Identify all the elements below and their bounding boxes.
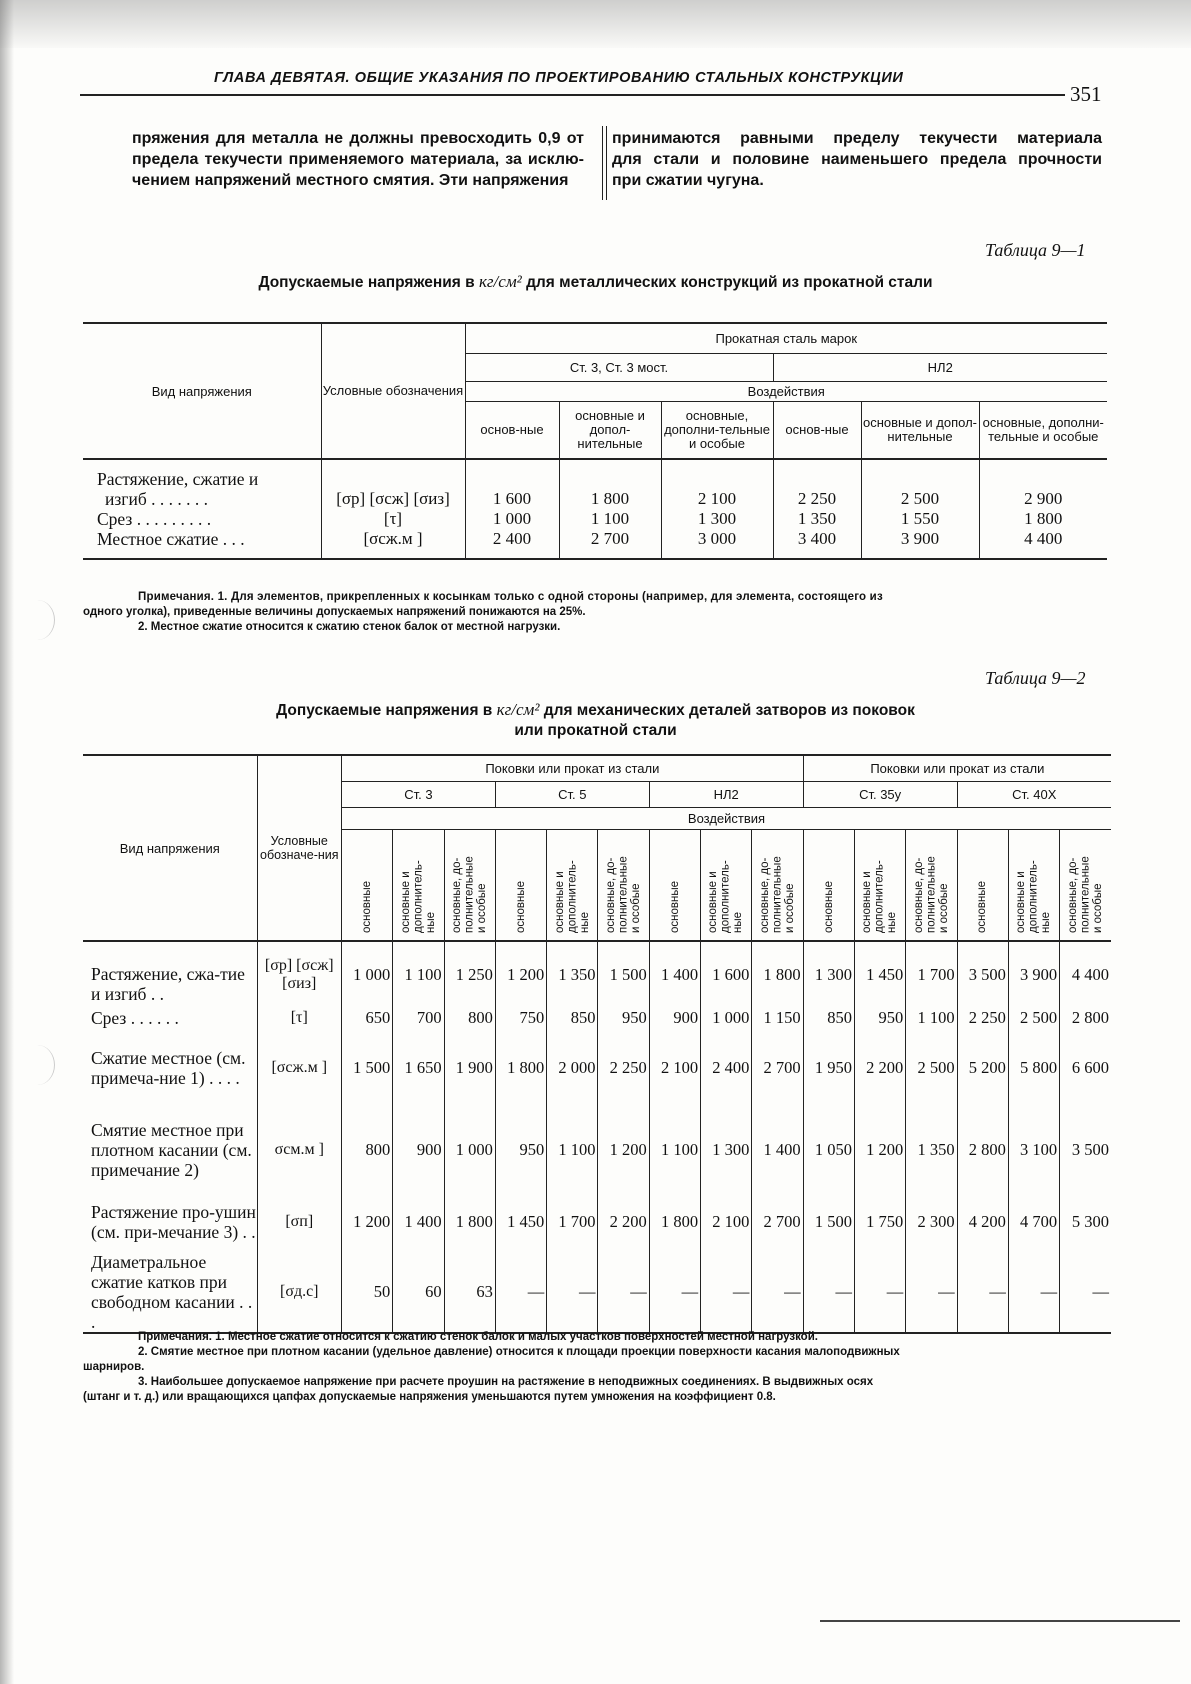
header-impact: Воздействия [465, 381, 1107, 401]
binder-hole [20, 1045, 55, 1085]
value-column [661, 459, 773, 559]
header-grades: Прокатная сталь марок [465, 323, 1107, 353]
header-sub: основные и допол-нительные [861, 401, 979, 459]
value-cell: 750 [495, 1007, 546, 1029]
value-cell: 900 [649, 1007, 700, 1029]
table-label: Таблица 9—1 [985, 240, 1086, 260]
value-column [979, 459, 1107, 559]
value: 3 900 [900, 529, 940, 548]
note-line: Примечания. 1. Для элементов, прикрепленных к косынкам только с одной стороны (например, для элемента, состоящего из [138, 591, 883, 603]
value-cell: 950 [495, 1107, 546, 1193]
header-sub: основные и дополнитель- ные [707, 860, 745, 934]
value: 2 250 [797, 489, 837, 508]
value-cell: 3 100 [1008, 1107, 1059, 1193]
row-name: Сжатие местное (см. примеча-ние 1) . . . . [91, 1048, 246, 1088]
value-cell: 1 300 [701, 1107, 752, 1193]
value-cell: 1 250 [444, 941, 495, 1007]
header-kind: Вид напряжения [83, 755, 257, 941]
header-sub: основные [976, 881, 989, 934]
value-cell: 1 450 [854, 941, 905, 1007]
symbol: [σр] [σсж] [σиз] [336, 489, 450, 508]
header-sub: основ-ные [465, 401, 559, 459]
value-cell: 2 200 [598, 1193, 649, 1251]
value-cell: 850 [803, 1007, 854, 1029]
value-cell: — [1060, 1251, 1111, 1333]
table-row [83, 1007, 1111, 1029]
value-cell: 1 700 [547, 1193, 598, 1251]
row-name: Смятие местное при плотном касании (см. примечание 2) [91, 1120, 252, 1180]
row-name: Растяжение про-ушин (см. при-мечание 3) . . [91, 1202, 256, 1242]
row-symbol: [τ] [257, 1007, 341, 1029]
title-text: Допускаемые напряжения в [258, 274, 479, 291]
header-sub: основные [514, 881, 527, 934]
note-line: одного уголка), приведенные величины допускаемых напряжений понижаются на 25%. [83, 606, 586, 618]
row-name: изгиб . . . . . . . [105, 489, 208, 509]
value-cell: 1 350 [906, 1107, 957, 1193]
value-cell: 1 900 [444, 1029, 495, 1107]
value-cell: 2 700 [752, 1029, 803, 1107]
header-grade: Ст. 3 [342, 781, 496, 807]
row-symbol: σсм.м ] [257, 1107, 341, 1193]
value-cell: 1 800 [444, 1193, 495, 1251]
row-symbol: [σсж.м ] [257, 1029, 341, 1107]
value-cell: 1 100 [906, 1007, 957, 1029]
value: 2 100 [697, 489, 737, 508]
table-row [83, 1251, 1111, 1333]
header-rule [80, 94, 1065, 96]
value-cell: 900 [393, 1107, 444, 1193]
table-title [0, 272, 1191, 292]
header-symbols: Условные обозначе-ния [257, 755, 341, 941]
value-cell: 63 [444, 1251, 495, 1333]
note-line: шарниров. [83, 1361, 145, 1373]
value-cell: 2 200 [854, 1029, 905, 1107]
value-cell: 2 100 [701, 1193, 752, 1251]
value-cell: 2 100 [649, 1029, 700, 1107]
text-line: при сжатии чугуна. [612, 172, 764, 189]
stress-table-2 [83, 754, 1111, 1334]
symbol: [τ] [383, 509, 403, 528]
table1-notes [83, 590, 1111, 635]
symbol: [σсж.м ] [363, 529, 423, 548]
title-unit: кг/см² [496, 700, 540, 719]
table-row [83, 941, 1111, 1007]
header-sub: основные и дополнитель- ные [399, 860, 437, 934]
value-cell: 1 400 [393, 1193, 444, 1251]
value-cell: 800 [444, 1007, 495, 1029]
column-divider [602, 126, 607, 200]
header-group: Ст. 3, Ст. 3 мост. [465, 353, 773, 381]
title-unit: кг/см² [478, 272, 522, 291]
value-cell: 1 400 [649, 941, 700, 1007]
page-number: 351 [1070, 82, 1102, 106]
text-line: принимаются равными пределу текучести материала [612, 130, 1102, 147]
header-kind: Вид напряжения [83, 323, 321, 459]
value: 2 700 [590, 529, 630, 548]
header-super: Поковки или прокат из стали [342, 755, 804, 781]
value: 1 550 [900, 509, 940, 528]
value-cell: 1 800 [649, 1193, 700, 1251]
value-cell: 850 [547, 1007, 598, 1029]
stress-table-1 [83, 322, 1107, 560]
row-name: Срез . . . . . . [91, 1008, 179, 1028]
row-name: Растяжение, сжа-тие и изгиб . . [91, 963, 245, 1004]
value: 1 600 [492, 489, 532, 508]
binder-hole [20, 600, 55, 640]
header-sub: основ-ные [773, 401, 861, 459]
value: 1 100 [590, 509, 630, 528]
value-cell: — [495, 1251, 546, 1333]
note-line: (штанг и т. д.) или вращающихся цапфах допускаемые напряжения уменьшаются путем умножения на коэффициент 0.8. [83, 1391, 776, 1403]
value-cell: 4 700 [1008, 1193, 1059, 1251]
value-column [465, 459, 559, 559]
table-title-line2: или прокатной стали [514, 722, 677, 739]
row-name: Растяжение, сжатие и [97, 469, 259, 489]
value-cell: — [701, 1251, 752, 1333]
value-cell: 6 600 [1060, 1029, 1111, 1107]
value-cell: 1 400 [752, 1107, 803, 1193]
header-sub: основные, до- полнительные и особые [450, 856, 488, 934]
value-cell: 1 000 [701, 1007, 752, 1029]
value-cell: 1 950 [803, 1029, 854, 1107]
header-sub: основные и допол-нительные [559, 401, 661, 459]
value-cell: 5 200 [957, 1029, 1008, 1107]
value-cell: — [598, 1251, 649, 1333]
header-sub: основные [668, 881, 681, 934]
value-cell: — [752, 1251, 803, 1333]
value-cell: 1 000 [444, 1107, 495, 1193]
value-cell: 1 350 [547, 941, 598, 1007]
header-grade: НЛ2 [649, 781, 803, 807]
value-cell: 60 [393, 1251, 444, 1333]
value-cell: 1 450 [495, 1193, 546, 1251]
value-cell: 2 800 [957, 1107, 1008, 1193]
value-cell: 1 650 [393, 1029, 444, 1107]
value-column [773, 459, 861, 559]
value-cell: 4 200 [957, 1193, 1008, 1251]
value-cell: 1 600 [701, 941, 752, 1007]
symbol-cell [321, 459, 465, 559]
header-super: Поковки или прокат из стали [803, 755, 1111, 781]
value-cell: 1 200 [854, 1107, 905, 1193]
value-column [559, 459, 661, 559]
header-symbols: Условные обозначения [321, 323, 465, 459]
header-sub: основные и дополнитель- ные [1015, 860, 1053, 934]
value-column [861, 459, 979, 559]
table-row [83, 1029, 1111, 1107]
header-grade: Ст. 5 [495, 781, 649, 807]
value-cell: 1 800 [495, 1029, 546, 1107]
header-sub: основные и дополнитель- ные [861, 860, 899, 934]
value-cell: 2 500 [906, 1029, 957, 1107]
header-group: НЛ2 [773, 353, 1107, 381]
value-cell: — [803, 1251, 854, 1333]
value-cell: 800 [342, 1107, 393, 1193]
table2-notes [83, 1330, 1111, 1405]
intro-right-column [612, 128, 1102, 191]
row-symbol: [σд.с] [257, 1251, 341, 1333]
value-cell: — [906, 1251, 957, 1333]
note-line: Примечания. 1. Местное сжатие относится к сжатию стенок балок и малых участков поверхностей местной нагрузкой. [138, 1331, 818, 1343]
value-cell: — [957, 1251, 1008, 1333]
intro-left-column [132, 128, 584, 191]
value-cell: 1 200 [342, 1193, 393, 1251]
value-cell: 1 050 [803, 1107, 854, 1193]
value-cell: 1 800 [752, 941, 803, 1007]
value-cell: 1 100 [547, 1107, 598, 1193]
value-cell: 5 300 [1060, 1193, 1111, 1251]
header-sub: основные, до- полнительные и особые [912, 856, 950, 934]
value-cell: 3 500 [1060, 1107, 1111, 1193]
value-cell: 700 [393, 1007, 444, 1029]
value: 1 800 [1024, 509, 1063, 528]
value-cell: 1 100 [649, 1107, 700, 1193]
value-cell: 1 500 [803, 1193, 854, 1251]
value-cell: 1 000 [342, 941, 393, 1007]
value: 1 350 [797, 509, 837, 528]
title-text: для механических деталей затворов из поковок [539, 702, 915, 719]
row-names [83, 459, 321, 559]
note-line: 2. Местное сжатие относится к сжатию стенок балок от местной нагрузки. [138, 621, 561, 633]
value-cell: 2 500 [1008, 1007, 1059, 1029]
value-cell: — [854, 1251, 905, 1333]
value: 1 300 [697, 509, 737, 528]
value-cell: 3 900 [1008, 941, 1059, 1007]
table2-body [83, 941, 1111, 1333]
value-cell: 2 800 [1060, 1007, 1111, 1029]
header-sub: основные, дополни-тельные и особые [979, 401, 1107, 459]
row-symbol: [σп] [257, 1193, 341, 1251]
value-cell: 1 300 [803, 941, 854, 1007]
value-cell: 2 400 [701, 1029, 752, 1107]
value-cell: 2 250 [598, 1029, 649, 1107]
header-sub: основные, дополни-тельные и особые [661, 401, 773, 459]
value-cell: 950 [598, 1007, 649, 1029]
value: 2 900 [1024, 489, 1063, 508]
row-symbol: [σр] [σсж] [σиз] [257, 941, 341, 1007]
header-sub: основные, до- полнительные и особые [758, 856, 796, 934]
header-grade: Ст. 35у [803, 781, 957, 807]
value-cell: 3 500 [957, 941, 1008, 1007]
title-text: Допускаемые напряжения в [276, 702, 497, 719]
value-cell: 1 100 [393, 941, 444, 1007]
value-cell: 1 200 [495, 941, 546, 1007]
header-sub: основные, до- полнительные и особые [1066, 856, 1104, 934]
header-sub: основные и дополнитель- ные [553, 860, 591, 934]
header-sub: основные [822, 881, 835, 934]
header-sub: основные [360, 881, 373, 934]
table-row [83, 1107, 1111, 1193]
value-cell: — [1008, 1251, 1059, 1333]
value-cell: 1 200 [598, 1107, 649, 1193]
text-line: для стали и половине наименьшего предела прочности [612, 151, 1102, 168]
table-row [83, 1193, 1111, 1251]
value: 4 400 [1024, 529, 1063, 548]
value: 2 500 [900, 489, 940, 508]
value-cell: 4 400 [1060, 941, 1111, 1007]
scan-shadow [0, 0, 1191, 48]
value-cell: 5 800 [1008, 1029, 1059, 1107]
note-line: 2. Смятие местное при плотном касании (удельное давление) относится к площади проекции поверхности касания малоподвижных [138, 1346, 900, 1358]
value: 1 800 [590, 489, 630, 508]
value-cell: 1 500 [598, 941, 649, 1007]
scan-edge-line [820, 1620, 1180, 1622]
value-cell: — [649, 1251, 700, 1333]
note-line: 3. Наибольшее допускаемое напряжение при расчете проушин на растяжение в неподвижных соединениях. В выдвижных осях [138, 1376, 874, 1388]
value-cell: 2 000 [547, 1029, 598, 1107]
value: 2 400 [492, 529, 532, 548]
value-cell: 650 [342, 1007, 393, 1029]
table-label: Таблица 9—2 [985, 668, 1086, 688]
value-cell: 2 250 [957, 1007, 1008, 1029]
header-sub: основные, до- полнительные и особые [604, 856, 642, 934]
value: 1 000 [492, 509, 532, 528]
value-cell: 950 [854, 1007, 905, 1029]
text-line: чением напряжений местного смятия. Эти напряжения [132, 172, 569, 189]
header-impact: Воздействия [342, 807, 1112, 829]
value: 3 400 [797, 529, 837, 548]
value-cell: 1 500 [342, 1029, 393, 1107]
title-text: для металлических конструкций из прокатной стали [521, 274, 933, 291]
value-cell: 50 [342, 1251, 393, 1333]
header-grade: Ст. 40Х [957, 781, 1111, 807]
value-cell: 2 300 [906, 1193, 957, 1251]
text-line: предела текучести применяемого материала, за исклю- [132, 151, 584, 168]
value: 3 000 [697, 529, 737, 548]
value-cell: — [547, 1251, 598, 1333]
table-title [0, 700, 1191, 720]
value-cell: 1 700 [906, 941, 957, 1007]
value-cell: 1 150 [752, 1007, 803, 1029]
running-title: ГЛАВА ДЕВЯТАЯ. ОБЩИЕ УКАЗАНИЯ ПО ПРОЕКТИРОВАНИЮ СТАЛЬНЫХ КОНСТРУКЦИИ [214, 70, 904, 86]
row-name: Диаметральное сжатие катков при свободном касании . . . [91, 1251, 253, 1332]
value-cell: 2 700 [752, 1193, 803, 1251]
value-cell: 1 750 [854, 1193, 905, 1251]
row-name: Срез . . . . . . . . . [97, 509, 212, 529]
scan-edge [0, 0, 14, 1684]
text-line: пряжения для металла не должны превосходить 0,9 от [132, 130, 584, 147]
row-name: Местное сжатие . . . [97, 529, 245, 549]
